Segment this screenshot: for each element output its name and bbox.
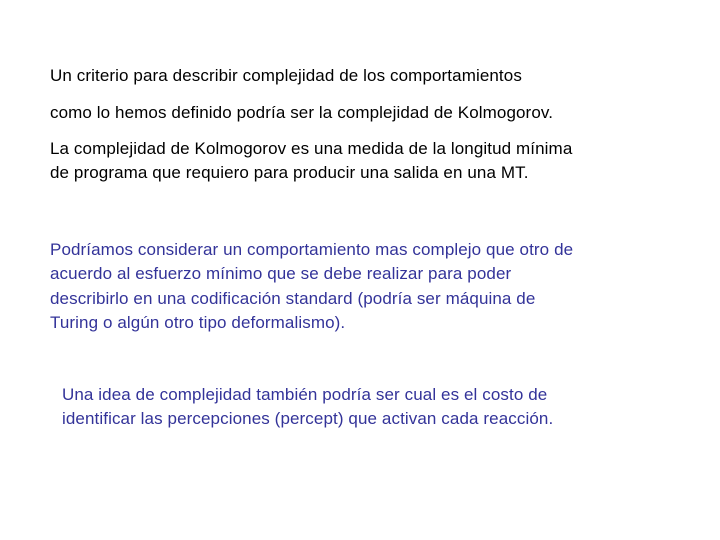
text-line: Podríamos considerar un comportamiento mas complejo que otro de (50, 240, 574, 259)
text-line: acuerdo al esfuerzo mínimo que se debe realizar para poder (50, 264, 512, 283)
text-line: de programa que requiero para producir una salida en una MT. (50, 163, 529, 182)
text-line: Turing o algún otro tipo deformalismo). (50, 313, 346, 332)
text-line: identificar las percepciones (percept) que activan cada reacción. (62, 409, 554, 428)
text-line: como lo hemos definido podría ser la complejidad de Kolmogorov. (50, 103, 554, 122)
text-line: La complejidad de Kolmogorov es una medida de la longitud mínima (50, 139, 573, 158)
text-line: describirlo en una codificación standard (podría ser máquina de (50, 289, 536, 308)
text-line: Una idea de complejidad también podría ser cual es el costo de (62, 385, 548, 404)
text-line: Un criterio para describir complejidad de los comportamientos (50, 66, 522, 85)
